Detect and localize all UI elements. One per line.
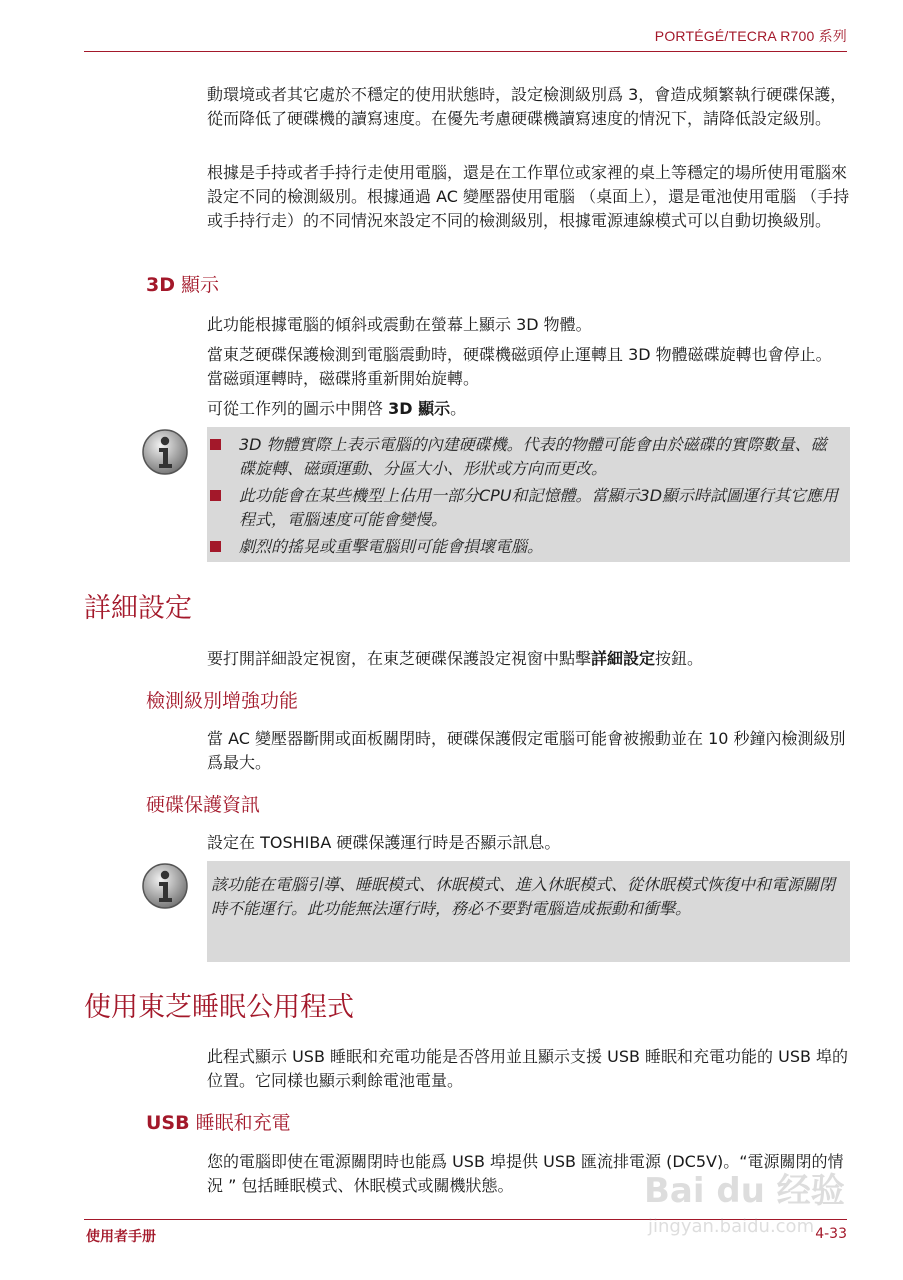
3d-p3-pre: 可從工作列的圖示中開啓 [207, 399, 389, 418]
note-bullet-item: 劇烈的搖晃或重擊電腦則可能會損壞電腦。 [239, 535, 842, 559]
3d-paragraph-1: 此功能根據電腦的傾斜或震動在螢幕上顯示 3D 物體。 [207, 315, 592, 334]
intro-paragraph-2: 根據是手持或者手持行走使用電腦，還是在工作單位或家裡的桌上等穩定的場所使用電腦來設定不同的檢測級別。根據通過 AC 變壓器使用電腦 （桌面上），還是電池使用電腦 （手持或手持行走）的不同情況來設定不同的檢測級別，根據電源連線模式可以自動切換級別。 [207, 163, 850, 230]
heading-detection-enhance: 檢測級別增強功能 [146, 690, 299, 712]
heading-protection-info: 硬碟保護資訊 [146, 794, 261, 816]
3d-paragraph-2: 當東芝硬碟保護檢測到電腦震動時，硬碟機磁頭停止運轉且 3D 物體磁碟旋轉也會停止。 當磁頭運轉時，磁碟將重新開始旋轉。 [207, 345, 832, 388]
note-bullet-list [207, 427, 850, 559]
sleep-utility-paragraph: 此程式顯示 USB 睡眠和充電功能是否啓用並且顯示支援 USB 睡眠和充電功能的 USB 埠的位置。它同樣也顯示剩餘電池電量。 [207, 1047, 849, 1090]
footer-manual-label: 使用者手册 [86, 1229, 156, 1245]
usb-paragraph: 您的電腦即使在電源關閉時也能爲 USB 埠提供 USB 匯流排電源 (DC5V)。“電源關閉的情況 ” 包括睡眠模式、休眠模式或關機狀態。 [207, 1152, 844, 1195]
watermark-brand: Bai du 经验 [644, 1171, 845, 1211]
3d-p3-post: 。 [450, 399, 467, 418]
advanced-bold: 詳細設定 [591, 649, 656, 668]
footer-page-number: 4-33 [815, 1226, 847, 1242]
3d-paragraph-3 [207, 397, 852, 421]
note-text: 該功能在電腦引導、睡眠模式、休眠模式、進入休眠模式、從休眠模式恢復中和電源關閉時不能運行。此功能無法運行時，務必不要對電腦造成振動和衝擊。 [211, 875, 836, 918]
note-box-info [207, 861, 850, 962]
baidu-watermark-logo [640, 1162, 860, 1242]
bullet-square-icon [210, 439, 221, 450]
advanced-paragraph: 要打開詳細設定視窗，在東芝硬碟保護設定視窗中點擊詳細設定按鈕。 [207, 649, 704, 668]
heading-usb-suffix: 睡眠和充電 [189, 1112, 291, 1134]
intro-paragraph-1: 動環境或者其它處於不穩定的使用狀態時，設定檢測級別爲 3，會造成頻繁執行硬碟保護，從而降低了硬碟機的讀寫速度。在優先考慮硬碟機讀寫速度的情況下，請降低設定級別。 [207, 85, 847, 128]
heading-3d-display [146, 273, 219, 297]
heading-advanced-settings: 詳細設定 [84, 593, 192, 624]
note-box-3d [207, 427, 850, 562]
info-icon [141, 428, 189, 476]
note-bullet-item: 此功能會在某些機型上佔用一部分CPU和記憶體。當顯示3D顯示時試圖運行其它應用程式，電腦速度可能會變慢。 [239, 484, 842, 532]
bullet-square-icon [210, 490, 221, 501]
header-title: PORTÉGÉ/TECRA R700 系列 [654, 28, 847, 44]
heading-usb-prefix: USB [146, 1112, 190, 1134]
3d-p3-bold: 3D 顯示 [388, 399, 451, 418]
watermark-url: jingyan.baidu.com [648, 1216, 815, 1237]
header-rule [84, 51, 847, 52]
info-icon [141, 862, 189, 910]
heading-sleep-utility: 使用東芝睡眠公用程式 [84, 992, 354, 1023]
bullet-square-icon [210, 541, 221, 552]
note-bullet-item: 3D 物體實際上表示電腦的內建硬碟機。代表的物體可能會由於磁碟的實際數量、磁碟旋轉、磁頭運動、分區大小、形狀或方向而更改。 [239, 433, 842, 481]
protection-info-paragraph: 設定在 TOSHIBA 硬碟保護運行時是否顯示訊息。 [207, 833, 561, 852]
heading-usb-sleep-charge [146, 1111, 291, 1135]
heading-3d-suffix: 顯示 [175, 274, 220, 296]
heading-3d-prefix: 3D [146, 274, 175, 296]
detection-paragraph: 當 AC 變壓器斷開或面板關閉時，硬碟保護假定電腦可能會被搬動並在 10 秒鐘內檢測級別爲最大。 [207, 729, 846, 772]
